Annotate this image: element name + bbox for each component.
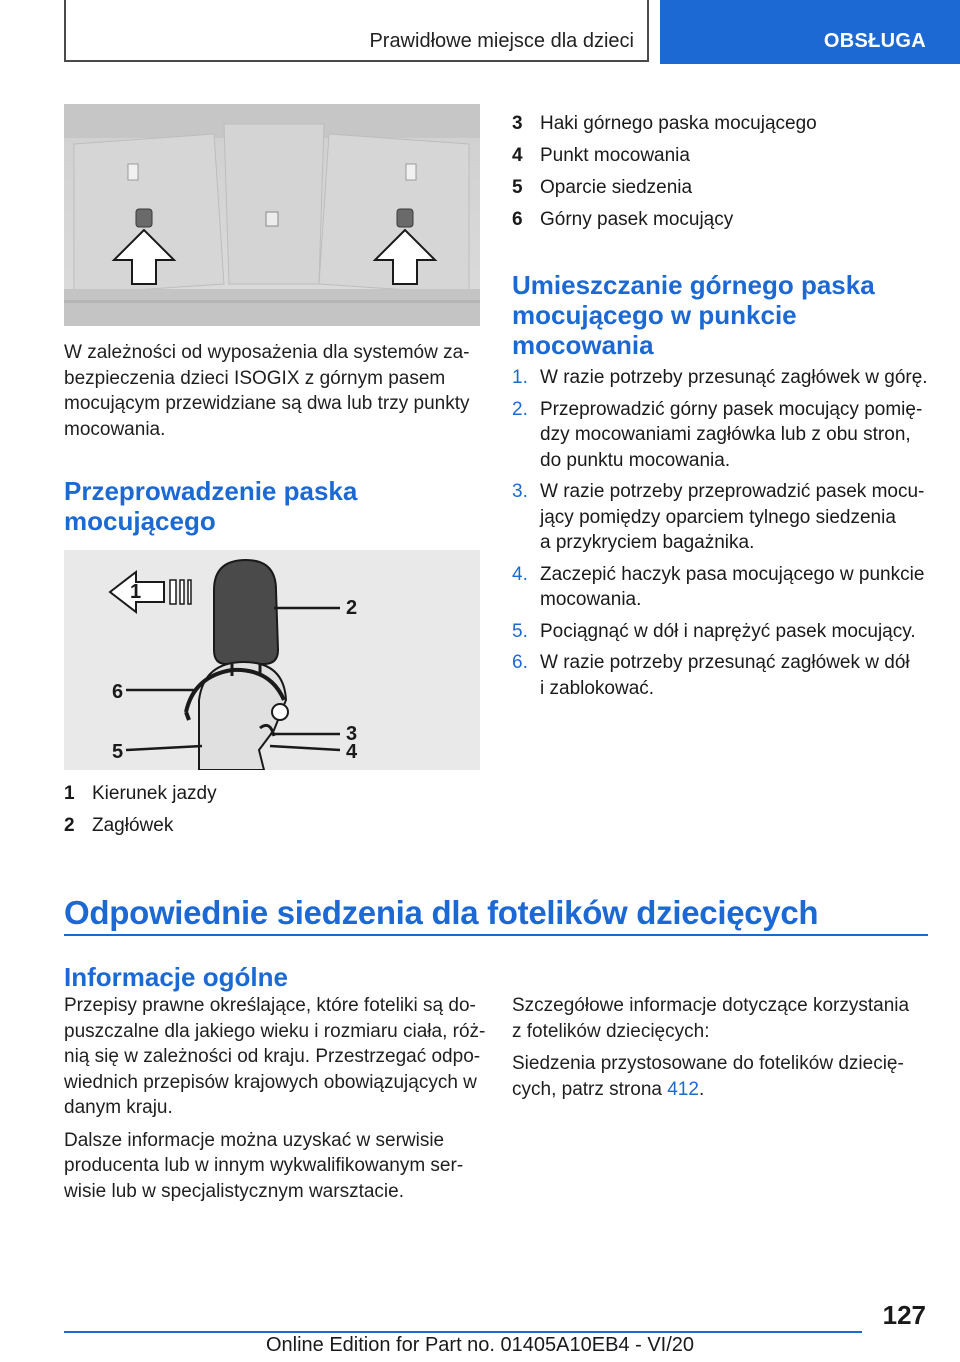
legend-item: [64, 810, 484, 842]
footer-rule: [64, 1331, 862, 1333]
headrest-strap-illustration: [64, 550, 480, 770]
legend-number: 5: [512, 177, 523, 198]
legend-number: 3: [512, 113, 523, 134]
heading-strap-placement: [512, 270, 942, 360]
section-title: Odpowiednie siedzenia dla fotelików dziecięcych: [64, 894, 819, 931]
text-line: nią się w zależności od kraju. Przestrzegać odpo-: [64, 1046, 481, 1067]
legend-number: 6: [512, 209, 523, 230]
heading-line: Przeprowadzenie paska: [64, 476, 358, 506]
step-text: a przykryciem bagażnika.: [540, 532, 755, 553]
intro-line: mocowania.: [64, 418, 166, 440]
intro-line: mocującym przewidziane są dwa lub trzy punkty: [64, 393, 470, 414]
step-item: [512, 479, 942, 556]
header-tab-obsluga[interactable]: OBSŁUGA: [660, 0, 960, 64]
seatback-anchor-figure: [64, 104, 480, 326]
legend-item: [512, 204, 932, 236]
heading-line: mocującego w punkcie: [512, 300, 797, 330]
text-line: Szczegółowe informacje dotyczące korzystania: [512, 995, 910, 1016]
figure-label: 2: [346, 597, 358, 619]
legend-item: [512, 108, 932, 140]
intro-paragraph: [64, 340, 484, 442]
step-text: Zaczepić haczyk pasa mocującego w punkcie: [540, 563, 925, 585]
step-number: 3.: [512, 481, 528, 502]
legend-item: [512, 172, 932, 204]
text-fragment: .: [698, 1078, 705, 1100]
footer-edition: Online Edition for Part no. 01405A10EB4 - VI/20: [265, 1334, 695, 1356]
step-item: [512, 650, 942, 701]
step-number: 2.: [512, 398, 528, 420]
step-text: mocowania.: [540, 589, 642, 610]
step-text: do punktu mocowania.: [540, 449, 731, 471]
legend-text: Punkt mocowania: [540, 145, 690, 166]
step-number: 5.: [512, 620, 528, 642]
text-line: wiednich przepisów krajowych obowiązujących w: [64, 1071, 477, 1093]
page-number: 127: [882, 1300, 926, 1330]
paragraph: [512, 993, 942, 1044]
heading-line: mocującego: [64, 506, 216, 536]
legend-number: 4: [512, 145, 523, 166]
step-text: W razie potrzeby przeprowadzić pasek mocu-: [540, 481, 925, 502]
legend-number: 1: [64, 783, 75, 804]
step-text: Przeprowadzić górny pasek mocujący pomię-: [540, 398, 923, 420]
step-text: Pociągnąć w dół i naprężyć pasek mocujący.: [540, 620, 916, 642]
text-line: wisie lub w specjalistycznym warsztacie.: [64, 1180, 404, 1202]
text-line: Siedzenia przystosowane do fotelików dziecię-: [512, 1053, 904, 1074]
text-line: puszczalne dla jakiego wieku i rozmiaru ciała, róż-: [64, 1020, 486, 1042]
seatback-anchor-illustration: [64, 104, 480, 326]
legend-text: Haki górnego paska mocującego: [540, 113, 817, 134]
legend-item: [64, 778, 484, 810]
text-line: [512, 1077, 942, 1103]
step-item: [512, 562, 942, 613]
heading-strap-routing: [64, 476, 484, 536]
text-line: producenta lub w innym wykwalifikowanym ser-: [64, 1155, 464, 1176]
paragraph: [64, 1128, 494, 1205]
legend-item: [512, 140, 932, 172]
step-text: dzy mocowaniami zagłówka lub z obu stron,: [540, 424, 911, 445]
step-item: [512, 397, 942, 474]
subheading-general-info: Informacje ogólne: [64, 962, 288, 992]
heading-line: mocowania: [512, 330, 654, 360]
figure-label: 6: [112, 681, 124, 703]
text-line: Dalsze informacje można uzyskać w serwisie: [64, 1129, 445, 1151]
figure-label: 1: [130, 581, 142, 603]
text-line: z fotelików dziecięcych:: [512, 1020, 710, 1042]
step-item: [512, 619, 942, 645]
legend-text: Górny pasek mocujący: [540, 209, 734, 230]
text-line: danym kraju.: [64, 1097, 173, 1118]
header-section-title: Prawidłowe miejsce dla dzieci: [369, 30, 634, 52]
intro-line: bezpieczenia dzieci ISOGIX z górnym pasem: [64, 367, 446, 389]
figure-label: 3: [346, 723, 358, 745]
step-text: W razie potrzeby przesunąć zagłówek w górę.: [540, 367, 928, 388]
legend-text: Oparcie siedzenia: [540, 177, 693, 198]
intro-line: W zależności od wyposażenia dla systemów za-: [64, 342, 470, 363]
legend-number: 2: [64, 815, 75, 836]
paragraph: [64, 993, 494, 1121]
figure-legend-right: [512, 108, 932, 236]
section-rule: [64, 934, 928, 936]
step-text: i zablokować.: [540, 677, 655, 699]
figure-label: 4: [346, 741, 358, 763]
step-item: [512, 365, 942, 391]
step-text: jący pomiędzy oparciem tylnego siedzenia: [540, 506, 896, 528]
headrest-strap-figure: [64, 550, 480, 770]
step-number: 1.: [512, 367, 528, 388]
steps-list: [512, 365, 942, 707]
legend-text: Zagłówek: [92, 815, 174, 836]
figure-label: 5: [112, 741, 124, 763]
text-fragment: cych, patrz strona: [512, 1078, 668, 1100]
heading-line: Umieszczanie górnego paska: [512, 270, 875, 300]
step-number: 6.: [512, 652, 528, 673]
step-number: 4.: [512, 563, 528, 585]
general-info-left: [64, 993, 494, 1204]
general-info-right: [512, 993, 942, 1102]
figure-legend-left: [64, 778, 484, 842]
paragraph: [512, 1051, 942, 1102]
text-line: Przepisy prawne określające, które foteliki są do-: [64, 995, 476, 1016]
legend-text: Kierunek jazdy: [92, 783, 217, 804]
page-link-412[interactable]: 412: [667, 1078, 699, 1100]
step-text: W razie potrzeby przesunąć zagłówek w dół: [540, 652, 910, 673]
